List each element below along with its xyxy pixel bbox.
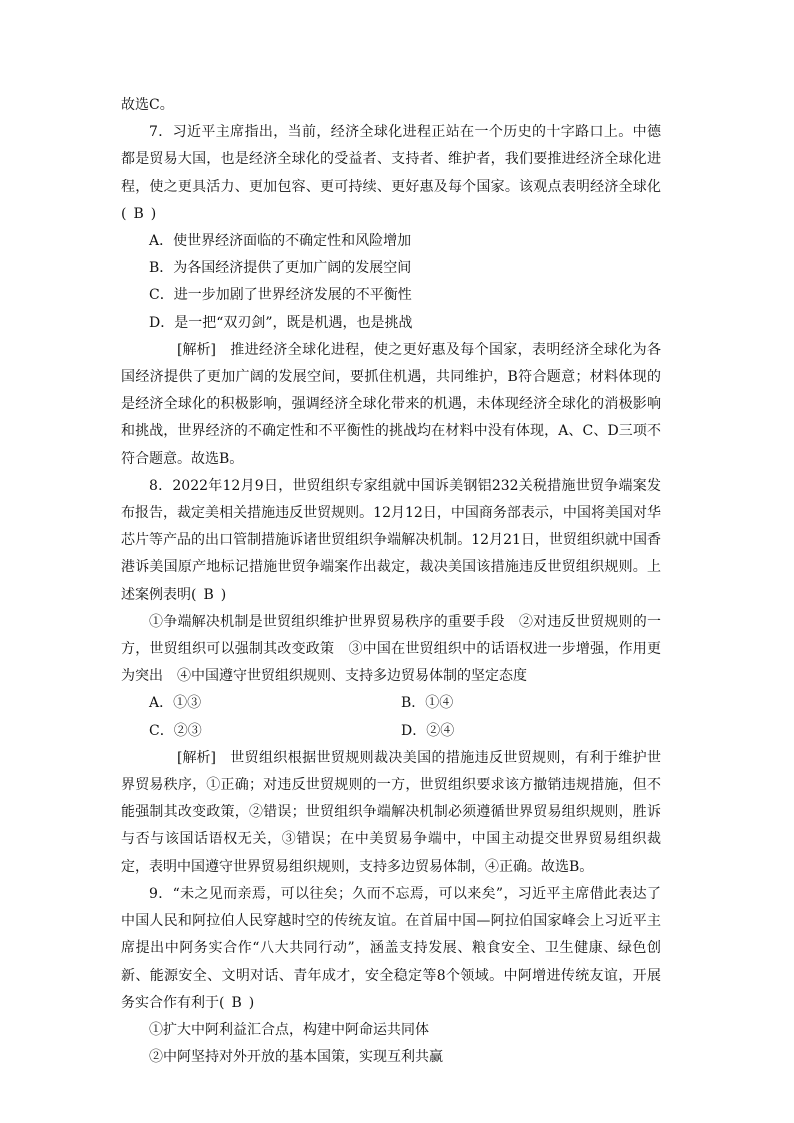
analysis-text: 推进经济全球化进程，使之更好惠及每个国家，表明经济全球化为各国经济提供了更加广阔的发展空间，要抓住机遇，共同维护，B符合题意；材料体现的是经济全球化的积极影响，强调经济全球化带来的机遇，未体现经济全球化的消极影响和挑战，世界经济的不确定性和不平衡性的挑战均在材料中没有体现，A、C、D三项不符合题意。故选B。 xyxy=(121,341,661,467)
question-8-items: ①争端解决机制是世贸组织维护世界贸易秩序的重要手段 ②对违反世贸规则的一方，世贸组织可以强制其改变政策 ③中国在世贸组织中的话语权进一步增强，作用更为突出 ④中国遵守世贸组织规则、支持多边贸易体制的坚定态度 xyxy=(121,613,661,685)
analysis-tag: [解析] xyxy=(177,749,216,766)
question-7-stem: 7．习近平主席指出，当前，经济全球化进程正站在一个历史的十字路口上。中德都是贸易大国，也是经济全球化的受益者、支持者、维护者，我们要推进经济全球化进程，使之更具活力、更加包容、更可持续、更好惠及每个国家。该观点表明经济全球化( B ) xyxy=(121,124,661,222)
question-7-option-d: D．是一把“双刃剑”，既是机遇，也是挑战 xyxy=(149,314,413,331)
question-9-item-1: ①扩大中阿利益汇合点，构建中阿命运共同体 xyxy=(149,1021,429,1038)
question-7-analysis xyxy=(121,337,661,473)
question-8-options-row-2 xyxy=(121,718,661,745)
question-8-stem: 8．2022年12月9日，世贸组织专家组就中国诉美钢铝232关税措施世贸争端案发布报告，裁定美相关措施违反世贸规则。12月12日，中国商务部表示，中国将美国对华芯片等产品的出口管制措施诉诸世贸组织争端解决机制。12月21日，世贸组织就中国香港诉美国原产地标记措施世贸争端案作出裁定，裁决美国该措施违反世贸组织规则。上述案例表明( B ) xyxy=(121,477,661,603)
analysis-text: 世贸组织根据世贸规则裁决美国的措施违反世贸规则，有利于维护世界贸易秩序，①正确；对违反世贸规则的一方，世贸组织要求该方撤销违规措施，但不能强制其改变政策，②错误；世贸组织争端解决机制必须遵循世界贸易组织规则，胜诉与否与该国话语权无关，③错误；在中美贸易争端中，中国主动提交世界贸易组织裁定，表明中国遵守世界贸易组织规则，支持多边贸易体制，④正确。故选B。 xyxy=(121,749,661,875)
question-8-option-a: A．①③ xyxy=(149,695,202,712)
page-content xyxy=(121,92,661,1071)
question-7-option-a: A．使世界经济面临的不确定性和风险增加 xyxy=(149,233,412,250)
answer-line: 故选C。 xyxy=(121,97,174,113)
question-8-option-c: C．②③ xyxy=(149,722,202,739)
question-8-option-d: D．②④ xyxy=(401,722,455,739)
question-8-analysis xyxy=(121,745,661,881)
analysis-tag: [解析] xyxy=(177,341,216,358)
question-8-option-b: B．①④ xyxy=(401,695,454,712)
question-8-options-row-1 xyxy=(121,690,661,717)
question-9-item-2: ②中阿坚持对外开放的基本国策，实现互利共赢 xyxy=(149,1049,443,1066)
question-9-stem: 9．“未之见而亲焉，可以往矣；久而不忘焉，可以来矣”，习近平主席借此表达了中国人民和阿拉伯人民穿越时空的传统友谊。在首届中国—阿拉伯国家峰会上习近平主席提出中阿务实合作“八大共同行动”，涵盖支持发展、粮食安全、卫生健康、绿色创新、能源安全、文明对话、青年成才，安全稳定等8个领域。中阿增进传统友谊，开展务实合作有利于( B ) xyxy=(121,885,661,1011)
question-7-option-b: B．为各国经济提供了更加广阔的发展空间 xyxy=(149,260,412,277)
question-7-option-c: C．进一步加剧了世界经济发展的不平衡性 xyxy=(149,287,412,304)
